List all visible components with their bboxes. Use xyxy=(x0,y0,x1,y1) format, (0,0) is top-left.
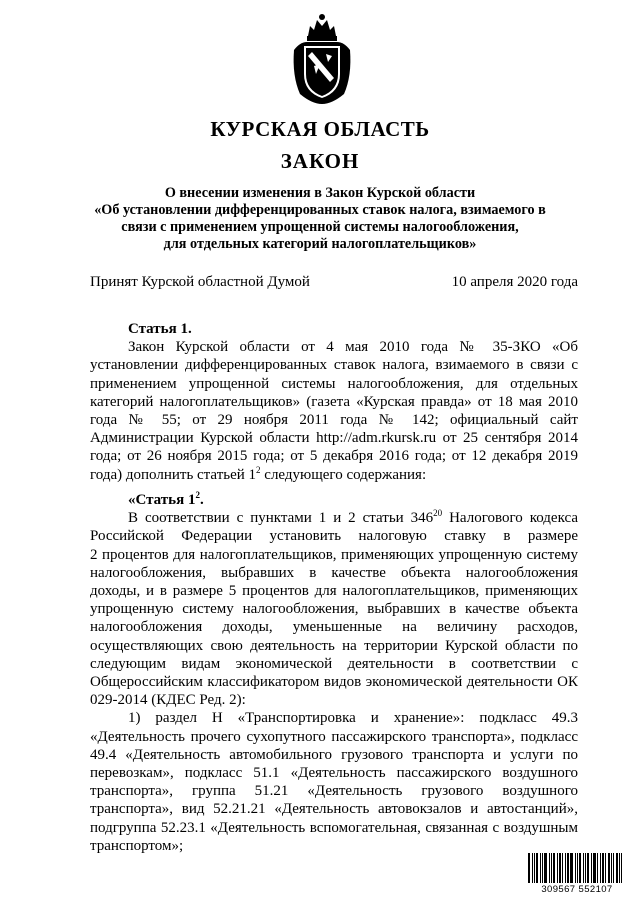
document-type: ЗАКОН xyxy=(280,149,360,173)
article-title: Статья 1. xyxy=(128,321,192,337)
paragraph-line: года; от 26 ноября 2015 года; от 5 декабря 2016 года; от 12 декабря 2019 xyxy=(90,448,578,465)
barcode-bar xyxy=(575,853,576,883)
adopted-by: Принят Курской областной Думой xyxy=(90,274,310,290)
barcode-bar xyxy=(565,853,566,883)
article-title xyxy=(90,491,578,509)
barcode-bar xyxy=(551,853,552,883)
barcode-bar xyxy=(611,853,612,883)
barcode-bar xyxy=(593,853,596,883)
paragraph-line: доходы, и в размере 5 процентов для налогоплательщиков, применяющих xyxy=(90,583,578,600)
heading-line: «Об установлении дифференцированных ставок налога, взимаемого в xyxy=(94,202,546,218)
barcode-bar xyxy=(542,853,543,883)
paragraph-line xyxy=(90,509,578,527)
paragraph-line: 029-2014 (КДЕС Ред. 2): xyxy=(90,692,246,709)
paragraph-line: 2 процентов для налогоплательщиков, применяющих упрощенную систему xyxy=(90,546,578,563)
barcode-bar xyxy=(549,853,550,883)
barcode-bar xyxy=(570,853,573,883)
region-title: КУРСКАЯ ОБЛАСТЬ xyxy=(210,117,430,141)
barcode-bar xyxy=(579,853,581,883)
text-run: следующего содержания: xyxy=(260,466,427,483)
paragraph-line: транспортом»; xyxy=(90,837,184,854)
heading-line: для отдельных категорий налогоплательщиков» xyxy=(163,236,477,252)
paragraph-line: «Деятельность прочего сухопутного пассажирского транспорта», подкласс xyxy=(90,728,578,745)
barcode-bar xyxy=(532,853,533,883)
superscript: 2 xyxy=(256,464,261,475)
article-1-2 xyxy=(90,491,578,855)
barcode-bar xyxy=(562,853,563,883)
barcode-bars xyxy=(528,853,626,883)
barcode-bar xyxy=(605,853,606,883)
barcode-bar xyxy=(597,853,598,883)
barcode-bar xyxy=(540,853,541,883)
barcode-bar xyxy=(536,853,538,883)
paragraph-line: налогообложения, выбравших в качестве объекта налогообложения xyxy=(90,564,578,581)
adoption-date: 10 апреля 2020 года xyxy=(451,274,578,290)
barcode-bar xyxy=(616,853,618,883)
text-run: года) дополнить статьей 1 xyxy=(90,466,257,483)
paragraph-line: транспорта», вид 52.21.21 «Деятельность автовокзалов и автостанций», xyxy=(90,801,578,818)
barcode-bar xyxy=(577,853,578,883)
paragraph-line: следующим видам экономической деятельности в соответствии с xyxy=(90,655,578,672)
paragraph-line: категорий налогоплательщиков» (газета «Курская правда» от 18 мая 2010 xyxy=(90,393,578,410)
barcode xyxy=(528,853,626,897)
barcode-bar xyxy=(544,853,547,883)
heading-line: О внесении изменения в Закон Курской области xyxy=(164,185,476,201)
list-item-line: 1) раздел H «Транспортировка и хранение»: подкласс 49.3 xyxy=(128,710,578,727)
paragraph-line xyxy=(90,466,578,484)
adoption-line xyxy=(90,274,578,291)
barcode-bar xyxy=(613,853,614,883)
coat-of-arms-emblem xyxy=(290,12,354,106)
barcode-bar xyxy=(567,853,569,883)
barcode-bar xyxy=(602,853,604,883)
barcode-bar xyxy=(534,853,535,883)
superscript: 2 xyxy=(195,490,200,500)
paragraph-line: применением упрощенной системы налогообложения, для отдельных xyxy=(90,375,578,392)
text-run: . xyxy=(199,492,204,508)
paragraph-line: Администрации Курской области http://adm.rkursk.ru от 25 сентября 2014 xyxy=(90,430,578,447)
barcode-bar xyxy=(587,853,589,883)
paragraph-line: Общероссийским классификатором видов экономической деятельности ОК xyxy=(90,674,578,691)
text-run: В соответствии с пунктами 1 и 2 статьи 346 xyxy=(128,510,434,527)
barcode-bar xyxy=(583,853,584,883)
text-run: «Статья 1 xyxy=(128,492,196,508)
paragraph-line: Закон Курской области от 4 мая 2010 года № 35-ЗКО «Об xyxy=(128,339,578,356)
barcode-bar xyxy=(619,853,620,883)
paragraph-line: Российской Федерации установить налоговую ставку в размере xyxy=(90,528,578,545)
paragraph-line: года № 55; от 29 ноября 2011 года № 142; официальный сайт xyxy=(90,412,578,429)
paragraph-line: перевозкам», подкласс 51.1 «Деятельность пассажирского воздушного xyxy=(90,765,578,782)
paragraph-line: установлении дифференцированных ставок налога, взимаемого в связи с xyxy=(90,357,578,374)
barcode-bar xyxy=(585,853,586,883)
barcode-number: 309567 552107 xyxy=(541,884,613,895)
paragraph-line: налогообложения доходы, уменьшенные на величину расходов, xyxy=(90,619,578,636)
paragraph-line: подгруппа 52.23.1 «Деятельность вспомогательная, связанная с воздушным xyxy=(90,819,578,836)
superscript: 20 xyxy=(433,508,443,519)
text-run: Налогового кодекса xyxy=(442,510,578,527)
law-heading xyxy=(60,185,580,253)
barcode-bar xyxy=(600,853,601,883)
barcode-bar xyxy=(528,853,530,883)
barcode-bar xyxy=(608,853,610,883)
barcode-bar xyxy=(553,853,555,883)
article-1 xyxy=(90,320,578,484)
barcode-bar xyxy=(621,853,622,883)
barcode-bar xyxy=(591,853,592,883)
paragraph-line: осуществляющих свою деятельность на территории Курской области по xyxy=(90,637,578,654)
barcode-bar xyxy=(557,853,558,883)
paragraph-line: транспорта», группа 51.21 «Деятельность грузового воздушного xyxy=(90,783,578,800)
barcode-bar xyxy=(559,853,561,883)
paragraph-line: упрощенную систему налогообложения, выбравших в качестве объекта xyxy=(90,601,578,618)
paragraph-line: 49.4 «Деятельность автомобильного грузового транспорта и услуги по xyxy=(90,746,578,763)
heading-line: связи с применением упрощенной системы налогообложения, xyxy=(121,219,519,235)
